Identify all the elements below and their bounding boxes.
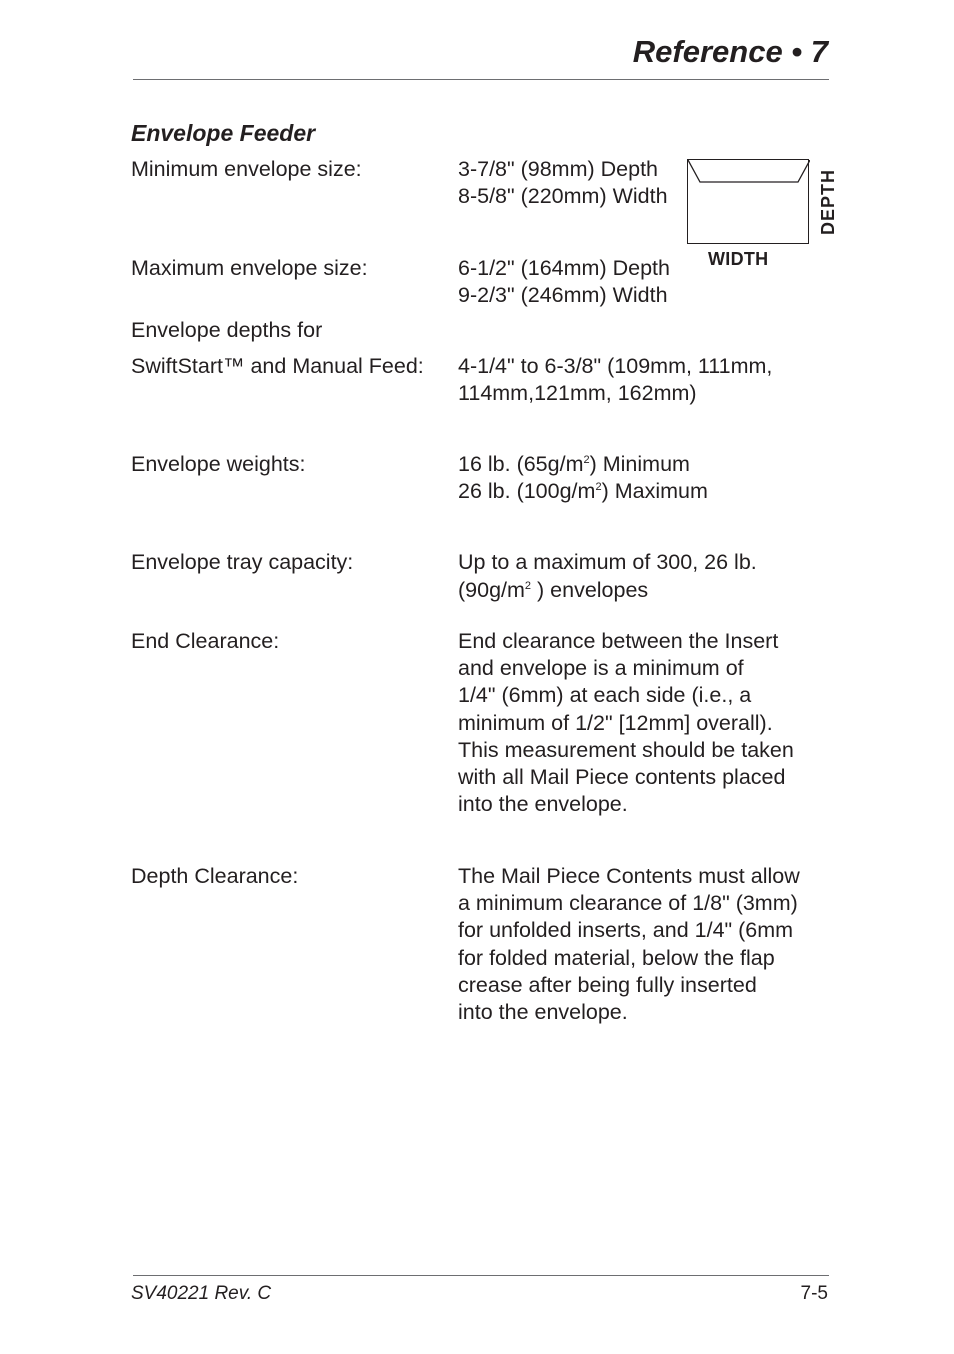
- tray-value-line1: Up to a maximum of 300, 26 lb.: [458, 550, 757, 574]
- end-clearance-text: End clearance between the Insert and envelope is a minimum of 1/4" (6mm) at each side (i.e., a minimum of 1/2" [12mm] overall). This measurement should be taken with all Mail Piece contents placed into the envelope.: [458, 629, 794, 817]
- footer-page-number: 7-5: [800, 1283, 828, 1304]
- depths-label-line1: Envelope depths for: [131, 318, 323, 342]
- header-rule: [133, 79, 829, 80]
- depths-label-line2: SwiftStart™ and Manual Feed:: [131, 354, 424, 378]
- min-size-label: Minimum envelope size:: [131, 157, 362, 181]
- min-size-width: 8-5/8" (220mm) Width: [458, 184, 668, 208]
- weights-max: 26 lb. $(100g/m^2)$ Maximum: [458, 479, 708, 503]
- diagram-depth-label: DEPTH: [818, 169, 838, 236]
- tray-value-line2: ($90g/m^2$ ) envelopes: [458, 578, 649, 602]
- weights-min: 16 lb. $(65g/m^2)$ Minimum: [458, 452, 690, 476]
- max-size-depth: 6-1/2" (164mm) Depth: [458, 256, 670, 280]
- depths-value-line2: 114mm,121mm, 162mm): [458, 381, 697, 405]
- section-title: Envelope Feeder: [131, 120, 316, 146]
- weights-label: Envelope weights:: [131, 452, 306, 476]
- footer-rule: [133, 1275, 829, 1276]
- footer-doc-id: SV40221 Rev. C: [131, 1283, 272, 1304]
- max-size-label: Maximum envelope size:: [131, 256, 368, 280]
- tray-label: Envelope tray capacity:: [131, 550, 354, 574]
- envelope-flap-icon: [688, 160, 810, 245]
- max-size-width: 9-2/3" (246mm) Width: [458, 283, 668, 307]
- end-clearance-label: End Clearance:: [131, 629, 280, 653]
- depth-clearance-text: The Mail Piece Contents must allow a minimum clearance of 1/8" (3mm) for unfolded inserts, and 1/4" (6mm for folded material, below the flap crease after being fully inserted into the envelope.: [458, 864, 800, 1025]
- diagram-width-label: WIDTH: [708, 249, 769, 269]
- depths-value-line1: 4-1/4" to 6-3/8" (109mm, 111mm,: [458, 354, 773, 378]
- min-size-depth: 3-7/8" (98mm) Depth: [458, 157, 659, 181]
- envelope-diagram: [687, 159, 809, 244]
- depth-clearance-label: Depth Clearance:: [131, 864, 299, 888]
- page-header-title: Reference • 7: [632, 34, 828, 69]
